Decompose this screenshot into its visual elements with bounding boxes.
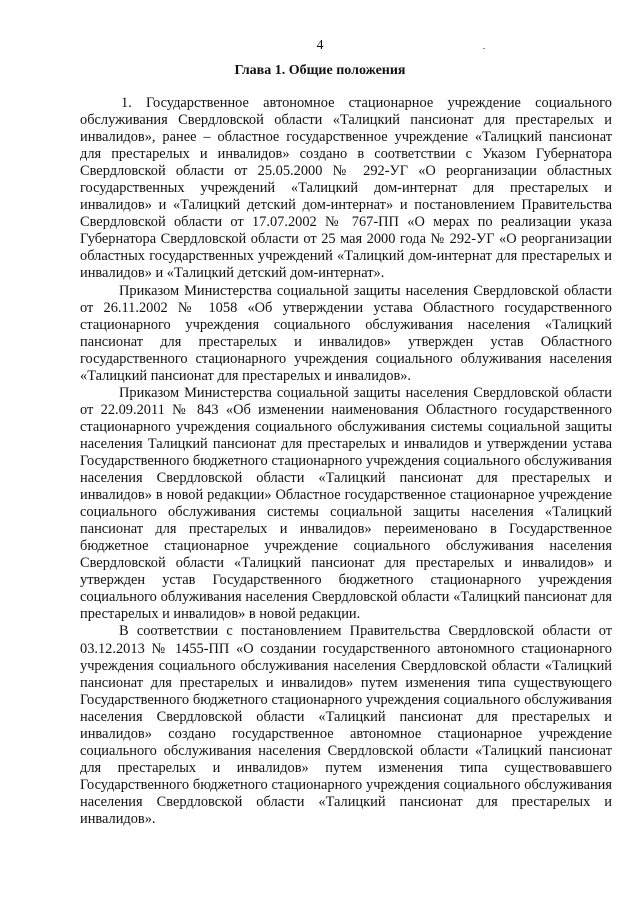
page-number: 4	[316, 38, 324, 53]
chapter-title: Глава 1. Общие положения	[234, 63, 406, 78]
scan-speck	[483, 48, 485, 49]
paragraph-4: В соответствии с постановлением Правительства Свердловской области от 03.12.2013 № 1455-ПП «О создании государственного автономного стационарного учреждения социального обслуживания населения Свердловской области «Талицкий пансионат для престарелых и инвалидов» путем изменения типа существующего Государственного бюджетного стационарного учреждения социального обслуживания населения Свердловской области «Талицкий пансионат для престарелых и инвалидов» создано государственное автономное стационарное учреждение социального обслуживания населения Свердловской области «Талицкий пансионат для престарелых и инвалидов» путем изменения типа существовавшего Государственного бюджетного стационарного учреждения социального обслуживания населения Свердловской области «Талицкий пансионат для престарелых и инвалидов».	[80, 623, 612, 827]
paragraph-2: Приказом Министерства социальной защиты населения Свердловской области от 26.11.2002 № 1058 «Об утверждении устава Областного государственного стационарного учреждения социального обслуживания населения «Талицкий пансионат для престарелых и инвалидов» утвержден устав Областного государственного стационарного учреждения социального облуживания населения «Талицкий пансионат для престарелых и инвалидов».	[80, 282, 612, 384]
paragraph-1: 1. Государственное автономное стационарное учреждение социального обслуживания Свердловской области «Талицкий пансионат для престарелых и инвалидов», ранее – областное государственное учреждение «Талицкий пансионат для престарелых и инвалидов» создано в соответствии с Указом Губернатора Свердловской области от 25.05.2000 № 292-УГ «О реорганизации областных государственных учреждений «Талицкий дом-интернат для престарелых и инвалидов» и «Талицкий детский дом-интернат» и постановлением Правительства Свердловской области от 17.07.2002 № 767-ПП «О мерах по реализации указа Губернатора Свердловской области от 25 мая 2000 года № 292-УГ «О реорганизации областных государственных учреждений «Талицкий дом-интернат для престарелых и инвалидов» и «Талицкий детский дом-интернат».	[80, 95, 612, 282]
paragraph-3: Приказом Министерства социальной защиты населения Свердловской области от 22.09.2011 № 843 «Об изменении наименования Областного государственного стационарного учреждения социального обслуживания системы социальной защиты населения Талицкий пансионат для престарелых и инвалидов и утверждении устава Государственного бюджетного стационарного учреждения социального обслуживания населения Свердловской области «Талицкий пансионат для престарелых и инвалидов» в новой редакции» Областное государственное стационарное учреждение социального обслуживания системы социальной защиты населения «Талицкий пансионат для престарелых и инвалидов» переименовано в Государственное бюджетное стационарное учреждение социального обслуживания населения Свердловской области «Талицкий пансионат для престарелых и инвалидов» и утвержден устав Государственного бюджетного стационарного учреждения социального облуживания населения Свердловской области «Талицкий пансионат для престарелых и инвалидов» в новой редакции.	[80, 384, 612, 623]
document-body	[80, 95, 612, 828]
